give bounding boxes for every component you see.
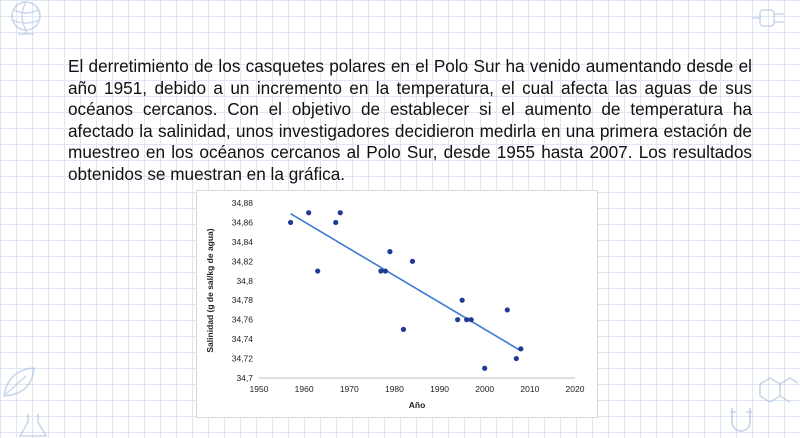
y-tick-label: 34,88	[231, 198, 253, 208]
data-point	[464, 317, 469, 322]
y-tick-label: 34,78	[231, 295, 253, 306]
data-point	[460, 298, 465, 303]
data-point	[455, 317, 460, 322]
salinity-chart	[196, 190, 598, 418]
data-point	[306, 210, 311, 215]
data-point	[333, 220, 338, 225]
globe-doodle-icon	[4, 0, 52, 40]
data-point	[514, 356, 519, 361]
x-tick-label: 2000	[475, 384, 495, 394]
x-tick-label: 2020	[565, 384, 585, 394]
y-tick-label: 34,84	[231, 236, 253, 247]
y-tick-label: 34,76	[231, 314, 253, 325]
x-tick-label: 1960	[294, 384, 314, 394]
y-tick-labels	[232, 198, 254, 383]
data-point	[288, 220, 293, 225]
data-point	[315, 268, 320, 273]
x-tick-label: 1970	[339, 384, 359, 394]
data-point	[505, 307, 510, 312]
data-point	[518, 346, 523, 351]
data-point	[338, 210, 343, 215]
flask-doodle-icon	[14, 412, 54, 438]
scatter-plot	[197, 191, 599, 419]
x-tick-label: 1990	[430, 384, 450, 394]
data-point	[383, 268, 388, 273]
y-tick-label: 34,8	[236, 275, 253, 286]
x-tick-label: 1980	[384, 384, 404, 394]
data-point	[482, 366, 487, 371]
y-axis-label: Salinidad (g de sal/kg de agua)	[205, 228, 215, 353]
x-tick-label: 2010	[520, 384, 540, 394]
data-point	[410, 259, 415, 264]
problem-statement: El derretimiento de los casquetes polares en el Polo Sur ha venido aumentando desde el año 1951, debido a un incremento en la temperatura, el cual afecta las aguas de sus océanos cercanos. Con el objetivo de establecer si el aumento de temperatura ha afectado la salinidad, unos investigadores decidieron medirla en una primera estación de muestreo en los océanos cercanos al Polo Sur, desde 1955 hasta 2007. Los resultados obtenidos se muestran en la gráfica.	[68, 56, 752, 184]
data-point	[469, 317, 474, 322]
molecule-doodle-icon	[758, 372, 800, 412]
y-tick-label: 34,7	[236, 373, 253, 383]
leaf-doodle-icon	[0, 362, 42, 402]
data-point	[378, 268, 383, 273]
plug-doodle-icon	[750, 2, 796, 36]
x-tick-labels	[250, 384, 585, 394]
data-point	[387, 249, 392, 254]
y-tick-label: 34,86	[231, 217, 253, 228]
y-tick-label: 34,74	[231, 334, 253, 345]
y-tick-label: 34,72	[231, 353, 253, 364]
data-point	[401, 327, 406, 332]
y-tick-label: 34,82	[231, 256, 253, 267]
x-axis-label: Año	[408, 400, 426, 410]
x-tick-label: 1950	[249, 384, 269, 394]
data-points	[288, 210, 523, 371]
magnet-doodle-icon	[726, 404, 756, 436]
